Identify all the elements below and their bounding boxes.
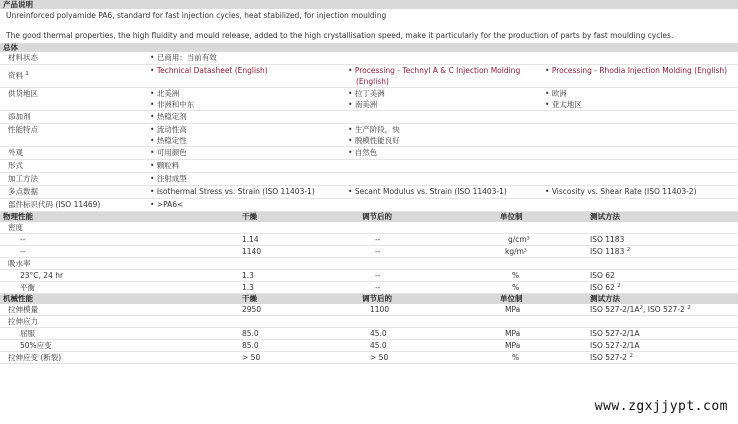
unit-value: MPa: [505, 341, 521, 350]
density-label-row: [0, 222, 738, 234]
table-row: [0, 246, 738, 258]
row-label: 拉伸应变 (断裂): [8, 353, 62, 362]
mechanical-col-cond: 调节后的: [362, 294, 392, 303]
method-value[interactable]: ISO 527-2/1A: [590, 329, 640, 338]
table-row: [0, 328, 738, 340]
table-row: [0, 352, 738, 364]
doc-processing-technyl[interactable]: • Processing - Technyl A & C Injection Molding (English): [348, 66, 521, 86]
table-row: [0, 282, 738, 294]
unit-value: MPa: [505, 305, 521, 314]
density-label: 密度: [8, 223, 23, 232]
regions-col-1: • 北美洲 • 非洲和中东: [150, 89, 195, 109]
description-line-1: Unreinforced polyamide PA6, standard for fast injection cycles, heat stabilized, for injection moulding: [6, 11, 387, 20]
material-status-value: • 已商用：当前有效: [150, 53, 217, 62]
multipoint-link-2[interactable]: • Secant Modulus vs. Strain (ISO 11403-1): [348, 187, 507, 196]
general-header: 总体: [0, 43, 738, 52]
stress-label: 拉伸应力: [8, 317, 38, 326]
unit-value: MPa: [505, 329, 521, 338]
process-value: • 注射成型: [150, 174, 187, 183]
physical-col-dry: 干燥: [242, 212, 257, 221]
additive-label: 添加剂: [8, 112, 31, 121]
features-label: 性能特点: [8, 125, 38, 134]
features-col-1: • 流动性高 • 热稳定性: [150, 125, 187, 145]
multipoint-label: 多点数据: [8, 187, 38, 196]
method-value[interactable]: ISO 62: [590, 271, 615, 280]
cond-value: --: [375, 283, 381, 292]
absorb-label-row: [0, 258, 738, 270]
row-label: --: [20, 235, 26, 244]
regions-col-3: • 欧洲 • 亚太地区: [545, 89, 582, 109]
unit-value: %: [512, 353, 520, 362]
watermark: www.zgxjjypt.com: [594, 399, 728, 414]
unit-value: kg/m³: [505, 247, 527, 256]
appearance-row: [0, 147, 738, 160]
dry-value: 1.3: [242, 271, 254, 280]
physical-col-unit: 单位制: [500, 212, 523, 221]
additive-row: [0, 111, 738, 124]
dry-value: 85.0: [242, 329, 259, 338]
appearance-label: 外观: [8, 148, 23, 157]
part-code-label: 部件标识代码 (ISO 11469): [8, 200, 101, 209]
dry-value: 1.14: [242, 235, 259, 244]
cond-value: 1100: [370, 305, 390, 314]
table-row: [0, 270, 738, 282]
table-row: [0, 340, 738, 352]
material-status-row: [0, 52, 738, 65]
multipoint-link-1[interactable]: • Isothermal Stress vs. Strain (ISO 11403-1): [150, 187, 315, 196]
method-value[interactable]: ISO $527-2/1A^2$, ISO 527-2 $^2$: [590, 305, 691, 314]
cond-value: --: [375, 271, 381, 280]
description-line-2: The good thermal properties, the high fluidity and mould release, added to the high crystallisation speed, make it particularly for the production of parts by fast moulding cycles.: [6, 31, 674, 40]
form-label: 形式: [8, 161, 23, 170]
material-status-label: 材料状态: [8, 53, 38, 62]
method-value[interactable]: ISO 527-2/1A: [590, 341, 640, 350]
table-row: [0, 304, 738, 316]
cond-value: --: [375, 247, 381, 256]
row-label: --: [20, 247, 26, 256]
documents-label: 资料 $^1$: [8, 71, 29, 80]
multipoint-row: [0, 186, 738, 199]
part-code-row: [0, 199, 738, 212]
mechanical-col-dry: 干燥: [242, 294, 257, 303]
process-row: [0, 173, 738, 186]
part-code-value: • >PA6<: [150, 200, 184, 209]
features-col-2: • 生产阶段，快 • 脱模性能良好: [348, 125, 400, 145]
cond-value: --: [375, 235, 381, 244]
stress-label-row: [0, 316, 738, 328]
physical-col-method: 测试方法: [590, 212, 620, 221]
dry-value: 85.0: [242, 341, 259, 350]
table-row: [0, 234, 738, 246]
cond-value: 45.0: [370, 329, 387, 338]
cond-value: 45.0: [370, 341, 387, 350]
row-label: 屈服: [20, 329, 35, 338]
row-label: 平衡: [20, 283, 35, 292]
method-value[interactable]: ISO 62 $^2$: [590, 283, 621, 292]
unit-value: %: [512, 271, 520, 280]
unit-value: g/cm³: [508, 235, 530, 244]
mechanical-header: 机械性能 干燥 调节后的 单位制 测试方法: [0, 294, 738, 304]
form-value: • 颗粒料: [150, 161, 180, 170]
features-row: [0, 124, 738, 147]
multipoint-link-3[interactable]: • Viscosity vs. Shear Rate (ISO 11403-2): [545, 187, 697, 196]
process-label: 加工方法: [8, 174, 38, 183]
method-value[interactable]: ISO 1183 $^2$: [590, 247, 631, 256]
cond-value: > 50: [370, 353, 389, 362]
dry-value: > 50: [242, 353, 261, 362]
physical-header: 物理性能 干燥 调节后的 单位制 测试方法: [0, 212, 738, 222]
dry-value: 1140: [242, 247, 262, 256]
method-value[interactable]: ISO 1183: [590, 235, 625, 244]
description: [0, 9, 738, 43]
regions-row: [0, 88, 738, 111]
form-row: [0, 160, 738, 173]
description-header: 产品说明: [0, 0, 738, 9]
documents-row: [0, 65, 738, 88]
dry-value: 2950: [242, 305, 262, 314]
appearance-value-1: • 可用颜色: [150, 148, 187, 157]
additive-value: • 热稳定剂: [150, 112, 187, 121]
regions-col-2: • 拉丁美洲 • 南美洲: [348, 89, 385, 109]
absorb-label: 吸水率: [8, 259, 31, 268]
mechanical-col-unit: 单位制: [500, 294, 523, 303]
doc-technical-datasheet[interactable]: • Technical Datasheet (English): [150, 66, 268, 75]
regions-label: 供货地区: [8, 89, 38, 98]
mechanical-col-method: 测试方法: [590, 294, 620, 303]
method-value[interactable]: ISO 527-2 $^2$: [590, 353, 633, 362]
row-label: 拉伸模量: [8, 305, 38, 314]
physical-col-cond: 调节后的: [362, 212, 392, 221]
appearance-value-2: • 自然色: [348, 148, 378, 157]
doc-processing-rhodia[interactable]: • Processing - Rhodia Injection Molding (English): [545, 66, 728, 75]
row-label: 50%应变: [20, 341, 52, 350]
dry-value: 1.3: [242, 283, 254, 292]
row-label: 23°C, 24 hr: [20, 271, 64, 280]
unit-value: %: [512, 283, 520, 292]
